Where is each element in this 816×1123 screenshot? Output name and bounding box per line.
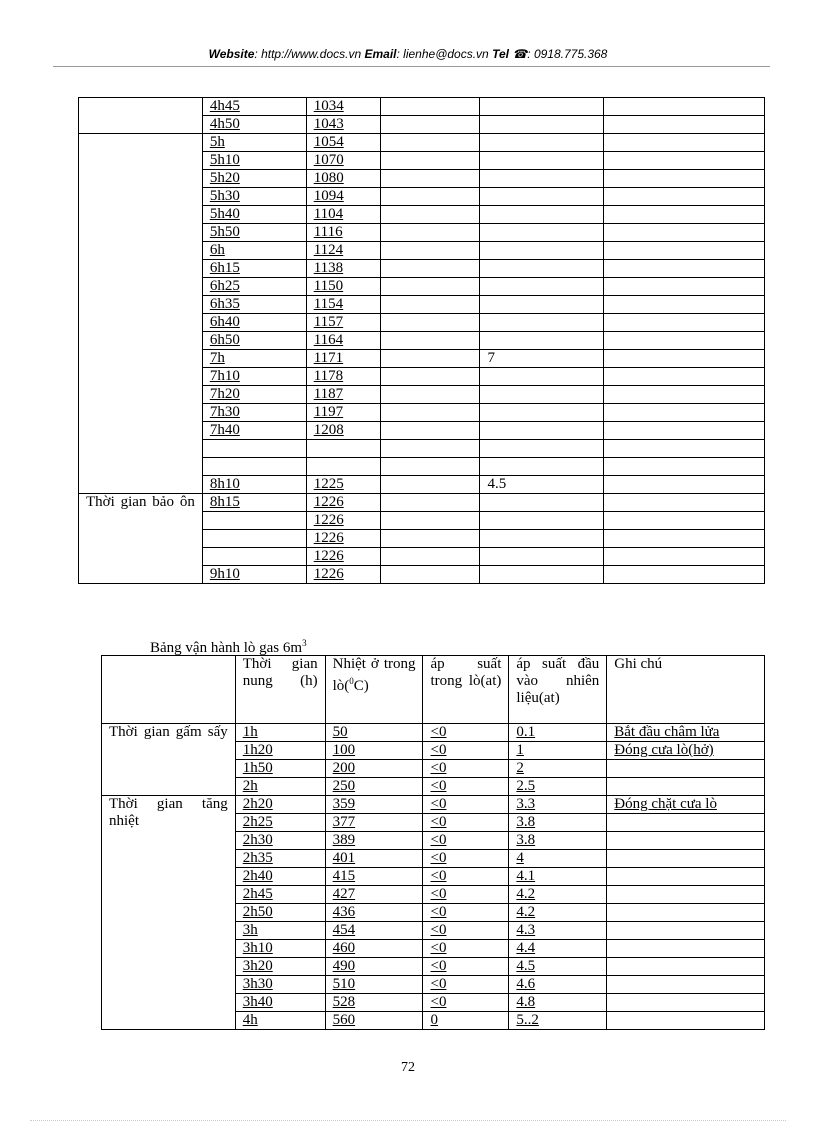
cell-time: 1h20: [235, 742, 325, 760]
cell-c4: [480, 494, 604, 512]
cell-c3: [380, 296, 480, 314]
cell-note: [607, 922, 765, 940]
cell-c5: [604, 98, 765, 116]
cell-c5: [604, 530, 765, 548]
cell-p: <0: [423, 814, 509, 832]
cell-fp: 1: [509, 742, 607, 760]
cell-fp: 4.4: [509, 940, 607, 958]
website-value[interactable]: : http://www.docs.vn: [254, 47, 362, 61]
cell-p: <0: [423, 904, 509, 922]
cell-c5: [604, 494, 765, 512]
cell-time: 1h50: [235, 760, 325, 778]
cell-note: Đóng cưa lò(hở): [607, 742, 765, 760]
cell-c3: [380, 116, 480, 134]
cell-temp: 377: [325, 814, 423, 832]
cell-p: <0: [423, 832, 509, 850]
cell-p: <0: [423, 796, 509, 814]
cell-p: <0: [423, 868, 509, 886]
cell-time: 2h25: [235, 814, 325, 832]
cell-note: [607, 814, 765, 832]
cell-c3: [380, 224, 480, 242]
header-note: Ghi chú: [607, 656, 765, 724]
cell-c3: [380, 512, 480, 530]
cell-c3: [380, 170, 480, 188]
table-row: [79, 134, 765, 152]
cell-c3: [380, 314, 480, 332]
cell-temp: [306, 440, 380, 458]
cell-c4: [480, 278, 604, 296]
cell-c4: [480, 170, 604, 188]
cell-temp: 1054: [306, 134, 380, 152]
cell-time: 4h: [235, 1012, 325, 1030]
page-header: [0, 47, 816, 61]
cell-note: [607, 760, 765, 778]
cell-time: 5h30: [202, 188, 306, 206]
cell-p: <0: [423, 724, 509, 742]
cell-note: [607, 886, 765, 904]
cell-c5: [604, 170, 765, 188]
cell-c4: [480, 134, 604, 152]
cell-time: 8h10: [202, 476, 306, 494]
cell-fp: 4.2: [509, 904, 607, 922]
header-row: [102, 656, 765, 724]
cell-p: <0: [423, 742, 509, 760]
cell-temp: 1226: [306, 512, 380, 530]
cell-time: 1h: [235, 724, 325, 742]
cell-temp: 1150: [306, 278, 380, 296]
cell-p: 0: [423, 1012, 509, 1030]
cell-c5: [604, 134, 765, 152]
cell-c5: [604, 422, 765, 440]
cell-note: [607, 940, 765, 958]
cell-time: 2h40: [235, 868, 325, 886]
group-label: [79, 98, 203, 134]
cell-fp: 4.8: [509, 994, 607, 1012]
cell-time: 5h: [202, 134, 306, 152]
cell-time: 9h10: [202, 566, 306, 584]
header-temp: Nhiệt ở trong lò($^0$C): [325, 656, 423, 724]
cell-time: 3h40: [235, 994, 325, 1012]
cell-c4: [480, 368, 604, 386]
cell-time: 2h: [235, 778, 325, 796]
cell-time: 2h20: [235, 796, 325, 814]
footer-divider: [30, 1120, 786, 1121]
cell-temp: 427: [325, 886, 423, 904]
cell-temp: 1164: [306, 332, 380, 350]
cell-note: [607, 868, 765, 886]
cell-c3: [380, 206, 480, 224]
cell-p: <0: [423, 976, 509, 994]
website-label: Website: [208, 47, 255, 61]
cell-c4: [480, 404, 604, 422]
cell-temp: 560: [325, 1012, 423, 1030]
cell-time: 6h: [202, 242, 306, 260]
cell-c4: [480, 116, 604, 134]
cell-temp: 1138: [306, 260, 380, 278]
cell-time: 7h40: [202, 422, 306, 440]
cell-temp: 1157: [306, 314, 380, 332]
page-number: 72: [401, 1060, 415, 1075]
cell-c3: [380, 242, 480, 260]
cell-time: [202, 440, 306, 458]
cell-temp: 1226: [306, 494, 380, 512]
cell-c5: [604, 566, 765, 584]
cell-time: 6h40: [202, 314, 306, 332]
cell-p: <0: [423, 922, 509, 940]
cell-temp: 100: [325, 742, 423, 760]
cell-time: 5h10: [202, 152, 306, 170]
cell-c3: [380, 440, 480, 458]
cell-temp: 359: [325, 796, 423, 814]
cell-time: 4h50: [202, 116, 306, 134]
cell-time: 5h50: [202, 224, 306, 242]
cell-c3: [380, 332, 480, 350]
cell-temp: 510: [325, 976, 423, 994]
cell-c4: [480, 188, 604, 206]
cell-c3: [380, 458, 480, 476]
cell-c3: [380, 98, 480, 116]
cell-temp: 250: [325, 778, 423, 796]
cell-temp: 389: [325, 832, 423, 850]
cell-fp: 2: [509, 760, 607, 778]
cell-c3: [380, 422, 480, 440]
cell-fp: 4.1: [509, 868, 607, 886]
cell-note: [607, 958, 765, 976]
cell-time: 3h10: [235, 940, 325, 958]
cell-time: 6h50: [202, 332, 306, 350]
cell-temp: 1208: [306, 422, 380, 440]
cell-note: [607, 1012, 765, 1030]
cell-temp: 528: [325, 994, 423, 1012]
cell-note: Đóng chặt cưa lò: [607, 796, 765, 814]
cell-note: [607, 832, 765, 850]
phone-icon: ☎: [512, 47, 528, 61]
cell-c5: [604, 368, 765, 386]
table-row: [79, 98, 765, 116]
cell-c3: [380, 530, 480, 548]
cell-c4: [480, 224, 604, 242]
cell-time: 3h20: [235, 958, 325, 976]
cell-time: 3h30: [235, 976, 325, 994]
email-label: Email: [364, 47, 397, 61]
cell-c5: [604, 152, 765, 170]
cell-c4: [480, 566, 604, 584]
cell-c4: [480, 512, 604, 530]
table-row: [79, 494, 765, 512]
cell-c4: [480, 206, 604, 224]
table-row: [102, 796, 765, 814]
cell-temp: 1225: [306, 476, 380, 494]
email-value[interactable]: : lienhe@docs.vn: [396, 47, 489, 61]
cell-note: [607, 850, 765, 868]
cell-fp: 0.1: [509, 724, 607, 742]
cell-c5: [604, 188, 765, 206]
cell-time: [202, 530, 306, 548]
cell-time: 2h30: [235, 832, 325, 850]
group-label: Thời gian bảo ôn: [79, 494, 203, 584]
cell-fp: 4: [509, 850, 607, 868]
cell-time: [202, 458, 306, 476]
cell-c3: [380, 566, 480, 584]
cell-time: 4h45: [202, 98, 306, 116]
cell-fp: 3.3: [509, 796, 607, 814]
cell-c4: [480, 458, 604, 476]
cell-time: 3h: [235, 922, 325, 940]
cell-c5: [604, 440, 765, 458]
cell-c5: [604, 116, 765, 134]
cell-temp: 1043: [306, 116, 380, 134]
cell-temp: 1094: [306, 188, 380, 206]
cell-c4: [480, 332, 604, 350]
cell-time: 2h50: [235, 904, 325, 922]
cell-temp: 1080: [306, 170, 380, 188]
cell-c3: [380, 278, 480, 296]
cell-time: [202, 548, 306, 566]
cell-note: [607, 976, 765, 994]
table-caption: Bảng vận hành lò gas $6m^3$: [150, 638, 307, 656]
cell-c5: [604, 296, 765, 314]
cell-fp: 3.8: [509, 814, 607, 832]
cell-p: <0: [423, 994, 509, 1012]
cell-c4: [480, 422, 604, 440]
cell-c3: [380, 134, 480, 152]
cell-fp: 2.5: [509, 778, 607, 796]
cell-p: <0: [423, 958, 509, 976]
cell-note: Bắt đầu châm lửa: [607, 724, 765, 742]
header-empty: [102, 656, 236, 724]
cell-c4: [480, 548, 604, 566]
tel-label: Tel: [492, 47, 509, 61]
cell-c3: [380, 152, 480, 170]
group-label: Thời gian tăng nhiệt: [102, 796, 236, 1030]
cell-c5: [604, 458, 765, 476]
cell-c3: [380, 260, 480, 278]
cell-time: 5h40: [202, 206, 306, 224]
cell-p: <0: [423, 760, 509, 778]
cell-c5: [604, 476, 765, 494]
group-label: Thời gian gấm sấy: [102, 724, 236, 796]
cell-fp: 3.8: [509, 832, 607, 850]
cell-c5: [604, 314, 765, 332]
tel-value: : 0918.775.368: [527, 47, 608, 61]
cell-temp: 436: [325, 904, 423, 922]
cell-temp: 50: [325, 724, 423, 742]
cell-temp: 1104: [306, 206, 380, 224]
group-label: [79, 134, 203, 494]
cell-temp: 200: [325, 760, 423, 778]
cell-time: 7h20: [202, 386, 306, 404]
cell-c5: [604, 260, 765, 278]
cell-temp: 454: [325, 922, 423, 940]
cell-temp: 1034: [306, 98, 380, 116]
cell-c4: 4.5: [480, 476, 604, 494]
cell-time: 6h35: [202, 296, 306, 314]
cell-temp: 1178: [306, 368, 380, 386]
cell-c5: [604, 350, 765, 368]
cell-time: 7h30: [202, 404, 306, 422]
cell-c4: [480, 260, 604, 278]
cell-c5: [604, 332, 765, 350]
cell-c5: [604, 512, 765, 530]
cell-fp: 4.2: [509, 886, 607, 904]
cell-time: 8h15: [202, 494, 306, 512]
table-row: [102, 724, 765, 742]
cell-temp: 1226: [306, 566, 380, 584]
cell-p: <0: [423, 886, 509, 904]
cell-note: [607, 994, 765, 1012]
cell-c4: [480, 152, 604, 170]
cell-p: <0: [423, 940, 509, 958]
cell-temp: 415: [325, 868, 423, 886]
cell-c4: [480, 530, 604, 548]
header-fuel-pressure: áp suất đầu vào nhiên liệu(at): [509, 656, 607, 724]
cell-c3: [380, 494, 480, 512]
cell-c5: [604, 206, 765, 224]
cell-temp: 490: [325, 958, 423, 976]
cell-temp: 1154: [306, 296, 380, 314]
cell-c4: 7: [480, 350, 604, 368]
cell-c5: [604, 224, 765, 242]
cell-fp: 4.6: [509, 976, 607, 994]
cell-fp: 4.3: [509, 922, 607, 940]
cell-fp: 5..2: [509, 1012, 607, 1030]
cell-temp: [306, 458, 380, 476]
header-time: Thời gian nung (h): [235, 656, 325, 724]
cell-fp: 4.5: [509, 958, 607, 976]
cell-time: 6h15: [202, 260, 306, 278]
cell-c3: [380, 350, 480, 368]
gas-furnace-table: [101, 655, 765, 1030]
cell-c3: [380, 476, 480, 494]
cell-c3: [380, 188, 480, 206]
cell-temp: 1171: [306, 350, 380, 368]
cell-temp: 1116: [306, 224, 380, 242]
cell-c5: [604, 386, 765, 404]
cell-time: 7h10: [202, 368, 306, 386]
cell-temp: 460: [325, 940, 423, 958]
cell-c5: [604, 278, 765, 296]
cell-c5: [604, 404, 765, 422]
cell-temp: 1124: [306, 242, 380, 260]
cell-c4: [480, 98, 604, 116]
cell-c3: [380, 368, 480, 386]
furnace-table-continued: [78, 97, 765, 584]
cell-p: <0: [423, 850, 509, 868]
cell-note: [607, 778, 765, 796]
cell-temp: 1070: [306, 152, 380, 170]
cell-c4: [480, 386, 604, 404]
cell-time: 2h45: [235, 886, 325, 904]
cell-time: 2h35: [235, 850, 325, 868]
cell-c4: [480, 242, 604, 260]
cell-p: <0: [423, 778, 509, 796]
cell-temp: 1187: [306, 386, 380, 404]
cell-c5: [604, 242, 765, 260]
cell-note: [607, 904, 765, 922]
cell-time: 5h20: [202, 170, 306, 188]
header-pressure: áp suất trong lò(at): [423, 656, 509, 724]
cell-c4: [480, 314, 604, 332]
cell-time: 6h25: [202, 278, 306, 296]
cell-c5: [604, 548, 765, 566]
header-divider: [53, 66, 770, 67]
cell-time: [202, 512, 306, 530]
cell-c3: [380, 386, 480, 404]
cell-temp: 1197: [306, 404, 380, 422]
cell-temp: 401: [325, 850, 423, 868]
cell-temp: 1226: [306, 530, 380, 548]
cell-temp: 1226: [306, 548, 380, 566]
cell-c3: [380, 404, 480, 422]
cell-c4: [480, 440, 604, 458]
cell-time: 7h: [202, 350, 306, 368]
cell-c3: [380, 548, 480, 566]
cell-c4: [480, 296, 604, 314]
